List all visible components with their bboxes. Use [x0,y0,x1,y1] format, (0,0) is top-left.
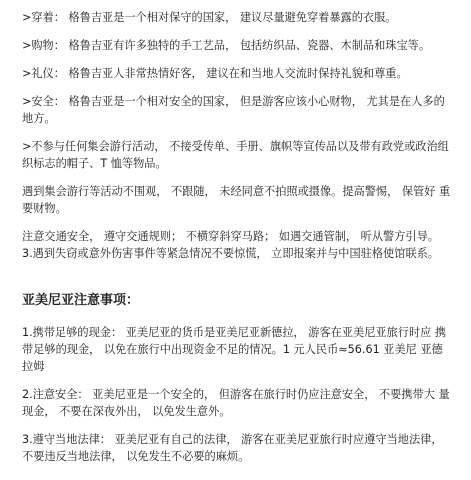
tip-etiquette: >礼仪： 格鲁吉亚人非常热情好客， 建议在和当地人交流时保持礼貌和尊重。 [22,67,408,80]
tip-traffic-emergency: 注意交通安全， 遵守交通规则； 不横穿斜穿马路； 如遇交通管制， 听从警方引导。 3.遇到失窃或意外伤害事件等紧急情况不要惊慌， 立即报案并与中国驻格使馆联系。 [22,230,439,260]
tip-safety: >安全： 格鲁吉亚是一个相对安全的国家， 但是游客应该小心财物， 尤其是在人多的地方。 [22,95,445,125]
armenia-section-title: 亚美尼亚注意事项： [22,293,140,308]
tip-clothing: >穿着： 格鲁吉亚是一个相对保守的国家， 建议尽量避免穿着暴露的衣服。 [22,11,397,24]
armenia-item-law: 3.遵守当地法律： 亚美尼亚有自己的法律， 游客在亚美尼亚旅行时应遵守当地法律， 不要违反当地法律， 以免发生不必要的麻烦。 [22,433,447,463]
document-page [22,9,452,465]
tip-shopping: >购物： 格鲁吉亚有许多独特的手工艺品， 包括纺织品、瓷器、木制品和珠宝等。 [22,39,431,52]
tip-avoid-crowds: 遇到集会游行等活动不围观， 不跟随， 未经同意不拍照或摄像。提高警惕， 保管好 重要财物。 [22,185,451,215]
armenia-item-cash: 1.携带足够的现金： 亚美尼亚的货币是亚美尼亚新德拉， 游客在亚美尼亚旅行时应 携带足够的现金， 以免在旅行中出现资金不足的情况。1 元人民币≈56.61 亚美尼 亚德拉姆 [22,326,447,373]
armenia-item-safety: 2.注意安全： 亚美尼亚是一个安全的， 但游客在旅行时仍应注意安全， 不要携带大 量现金， 不要在深夜外出， 以免发生意外。 [22,388,450,418]
tip-no-assembly: >不参与任何集会游行活动， 不接受传单、手册、旗帜等宣传品以及带有政党或政治组织标志的帽子、T 恤等物品。 [22,140,449,170]
